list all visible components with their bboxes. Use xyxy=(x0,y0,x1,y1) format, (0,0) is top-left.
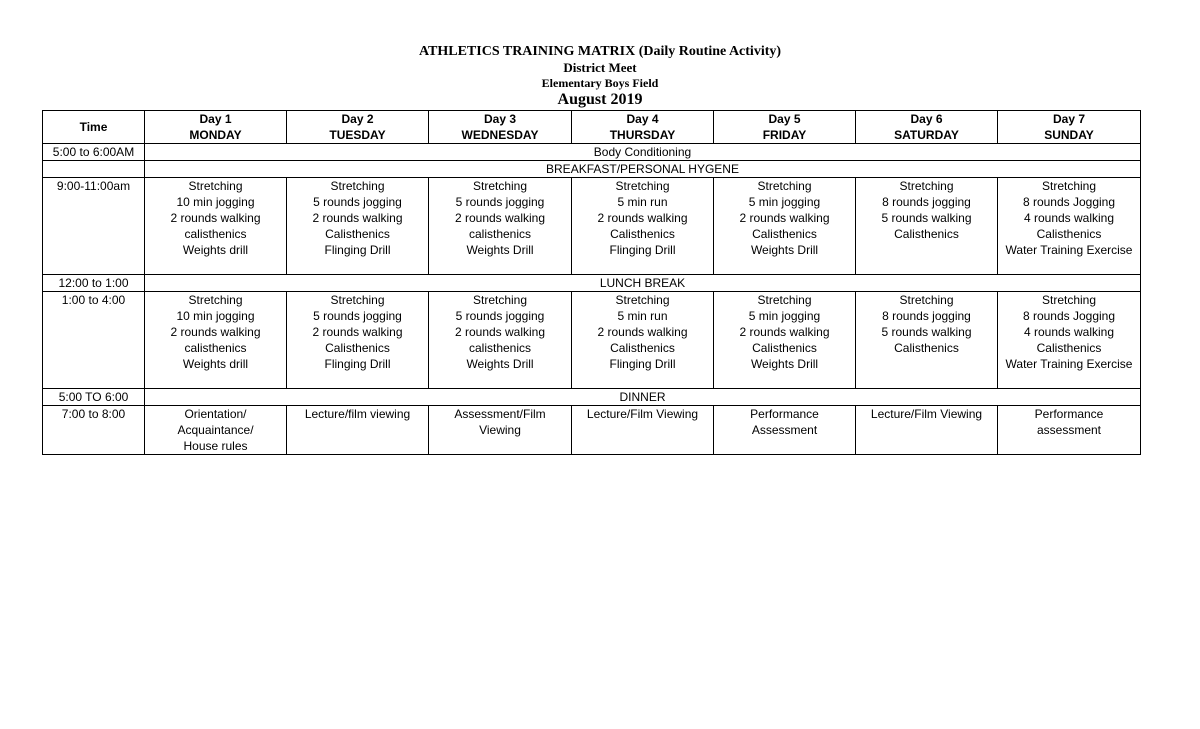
activity-line: Performance xyxy=(750,407,819,421)
activity-line: 2 rounds walking xyxy=(454,211,546,225)
activity-line: Lecture/film viewing xyxy=(304,407,411,421)
activity-line: Orientation/ xyxy=(184,407,247,421)
activity-cell xyxy=(145,178,287,275)
activity-cell xyxy=(287,406,429,455)
document-date: August 2019 xyxy=(557,91,643,108)
training-matrix-table xyxy=(42,110,1141,455)
activity-span-cell: LUNCH BREAK xyxy=(145,275,1141,292)
document-subtitle: District Meet xyxy=(563,60,637,75)
activity-line: 10 min jogging xyxy=(176,195,255,209)
day-number: Day 6 xyxy=(910,112,943,126)
activity-line: 4 rounds walking xyxy=(1023,211,1115,225)
day-number: Day 2 xyxy=(341,112,374,126)
activity-cell xyxy=(856,406,998,455)
activity-line: Calisthenics xyxy=(752,341,817,355)
day-header-6 xyxy=(856,111,998,144)
activity-line: Viewing xyxy=(479,423,521,437)
activity-line: Performance xyxy=(1034,407,1104,421)
table-row xyxy=(43,292,1141,389)
day-number: Day 7 xyxy=(1052,112,1086,126)
activity-line: House rules xyxy=(183,439,248,453)
activity-line: 5 min jogging xyxy=(748,309,821,323)
activity-line: Stretching xyxy=(188,293,243,307)
activity-line: 8 rounds Jogging xyxy=(1022,195,1116,209)
day-name: SUNDAY xyxy=(1044,128,1094,142)
time-cell: 9:00-11:00am xyxy=(43,178,145,275)
activity-line: calisthenics xyxy=(468,341,532,355)
activity-cell xyxy=(572,292,714,389)
activity-line: calisthenics xyxy=(184,341,247,355)
activity-line: Flinging Drill xyxy=(609,243,676,257)
day-header-1 xyxy=(145,111,287,144)
activity-line: Stretching xyxy=(330,179,385,193)
day-name: MONDAY xyxy=(189,128,242,142)
activity-line: Weights drill xyxy=(182,357,249,371)
activity-line: 5 rounds jogging xyxy=(455,309,545,323)
activity-line: Flinging Drill xyxy=(609,357,676,371)
activity-line: Flinging Drill xyxy=(324,357,391,371)
document-venue: Elementary Boys Field xyxy=(541,76,659,90)
activity-line: 5 rounds jogging xyxy=(313,309,402,323)
day-header-7 xyxy=(998,111,1141,144)
activity-cell xyxy=(998,406,1141,455)
activity-cell xyxy=(145,292,287,389)
activity-cell xyxy=(145,406,287,455)
activity-line: Water Training Exercise xyxy=(1005,243,1133,257)
activity-line: 8 rounds Jogging xyxy=(1022,309,1116,323)
activity-line: 5 min run xyxy=(617,309,668,323)
activity-cell xyxy=(714,178,856,275)
table-row xyxy=(43,178,1141,275)
day-name: FRIDAY xyxy=(762,128,807,142)
activity-line: calisthenics xyxy=(468,227,532,241)
activity-cell xyxy=(714,406,856,455)
time-column-header: Time xyxy=(43,111,145,144)
activity-line: 8 rounds jogging xyxy=(882,195,971,209)
activity-line: Calisthenics xyxy=(1036,341,1102,355)
activity-cell xyxy=(856,292,998,389)
activity-line: Stretching xyxy=(757,179,812,193)
activity-cell xyxy=(429,178,572,275)
day-header-5 xyxy=(714,111,856,144)
activity-line: Stretching xyxy=(330,293,385,307)
activity-line: Weights Drill xyxy=(466,243,534,257)
table-row xyxy=(43,275,1141,292)
activity-line: 8 rounds jogging xyxy=(882,309,971,323)
activity-line: Calisthenics xyxy=(325,227,390,241)
activity-line: Stretching xyxy=(899,293,954,307)
time-cell: 1:00 to 4:00 xyxy=(43,292,145,389)
activity-span-cell: BREAKFAST/PERSONAL HYGENE xyxy=(145,161,1141,178)
activity-line: Lecture/Film Viewing xyxy=(586,407,699,421)
activity-line: 5 min jogging xyxy=(748,195,821,209)
activity-line: 5 rounds jogging xyxy=(455,195,545,209)
activity-cell xyxy=(429,406,572,455)
activity-line: Weights Drill xyxy=(750,243,819,257)
day-header-4 xyxy=(572,111,714,144)
day-header-3 xyxy=(429,111,572,144)
time-cell: 5:00 TO 6:00 xyxy=(43,389,145,406)
activity-line: Calisthenics xyxy=(894,341,959,355)
activity-line: 2 rounds walking xyxy=(170,325,261,339)
activity-cell xyxy=(429,292,572,389)
activity-line: 2 rounds walking xyxy=(739,325,830,339)
activity-span-cell: Body Conditioning xyxy=(145,144,1141,161)
activity-line: Calisthenics xyxy=(894,227,959,241)
activity-line: Calisthenics xyxy=(325,341,390,355)
activity-line: Acquaintance/ xyxy=(177,423,254,437)
document-title: ATHLETICS TRAINING MATRIX (Daily Routine Activity) xyxy=(418,44,782,59)
activity-line: Stretching xyxy=(899,179,954,193)
activity-line: Weights Drill xyxy=(466,357,534,371)
activity-cell xyxy=(572,406,714,455)
time-cell: 12:00 to 1:00 xyxy=(43,275,145,292)
activity-line: 10 min jogging xyxy=(176,309,255,323)
activity-cell xyxy=(572,178,714,275)
activity-line: 2 rounds walking xyxy=(312,325,403,339)
day-name: WEDNESDAY xyxy=(461,128,539,142)
activity-line: 2 rounds walking xyxy=(454,325,546,339)
activity-line: Stretching xyxy=(1041,293,1097,307)
activity-line: Stretching xyxy=(615,179,670,193)
activity-line: assessment xyxy=(1036,423,1102,437)
activity-line: calisthenics xyxy=(184,227,247,241)
activity-span-cell: DINNER xyxy=(145,389,1141,406)
activity-line: 5 min run xyxy=(617,195,668,209)
document-header xyxy=(0,44,1200,109)
table-row xyxy=(43,389,1141,406)
activity-line: Flinging Drill xyxy=(324,243,391,257)
activity-line: Stretching xyxy=(757,293,812,307)
table-row xyxy=(43,144,1141,161)
time-cell xyxy=(43,161,145,178)
activity-line: Calisthenics xyxy=(610,341,675,355)
activity-line: Calisthenics xyxy=(1036,227,1102,241)
activity-line: Calisthenics xyxy=(752,227,817,241)
day-number: Day 3 xyxy=(483,112,517,126)
activity-line: Stretching xyxy=(1041,179,1097,193)
activity-cell xyxy=(287,178,429,275)
table-row xyxy=(43,161,1141,178)
activity-line: Weights Drill xyxy=(750,357,819,371)
day-name: THURSDAY xyxy=(609,128,676,142)
time-cell: 7:00 to 8:00 xyxy=(43,406,145,455)
activity-line: Water Training Exercise xyxy=(1005,357,1133,371)
day-number: Day 4 xyxy=(626,112,659,126)
activity-line: Stretching xyxy=(188,179,243,193)
activity-line: Stretching xyxy=(615,293,670,307)
activity-line: 2 rounds walking xyxy=(739,211,830,225)
activity-line: Lecture/Film Viewing xyxy=(870,407,983,421)
activity-cell xyxy=(998,292,1141,389)
activity-line: Assessment xyxy=(751,423,818,437)
day-number: Day 5 xyxy=(768,112,801,126)
activity-line: 2 rounds walking xyxy=(170,211,261,225)
activity-line: 5 rounds walking xyxy=(881,211,972,225)
day-number: Day 1 xyxy=(199,112,232,126)
activity-line: 2 rounds walking xyxy=(597,325,688,339)
activity-cell xyxy=(714,292,856,389)
activity-cell xyxy=(856,178,998,275)
activity-line: 5 rounds jogging xyxy=(313,195,402,209)
activity-cell xyxy=(287,292,429,389)
day-name: TUESDAY xyxy=(329,128,386,142)
activity-line: Weights drill xyxy=(182,243,249,257)
activity-line: 2 rounds walking xyxy=(312,211,403,225)
activity-line: Stretching xyxy=(472,179,528,193)
table-row xyxy=(43,406,1141,455)
activity-line: Stretching xyxy=(472,293,528,307)
activity-line: 4 rounds walking xyxy=(1023,325,1115,339)
time-cell: 5:00 to 6:00AM xyxy=(43,144,145,161)
day-name: SATURDAY xyxy=(894,128,959,142)
activity-cell xyxy=(998,178,1141,275)
day-header-2 xyxy=(287,111,429,144)
header-row xyxy=(43,111,1141,144)
activity-line: Assessment/Film xyxy=(454,407,546,421)
activity-line: 2 rounds walking xyxy=(597,211,688,225)
activity-line: 5 rounds walking xyxy=(881,325,972,339)
activity-line: Calisthenics xyxy=(610,227,675,241)
